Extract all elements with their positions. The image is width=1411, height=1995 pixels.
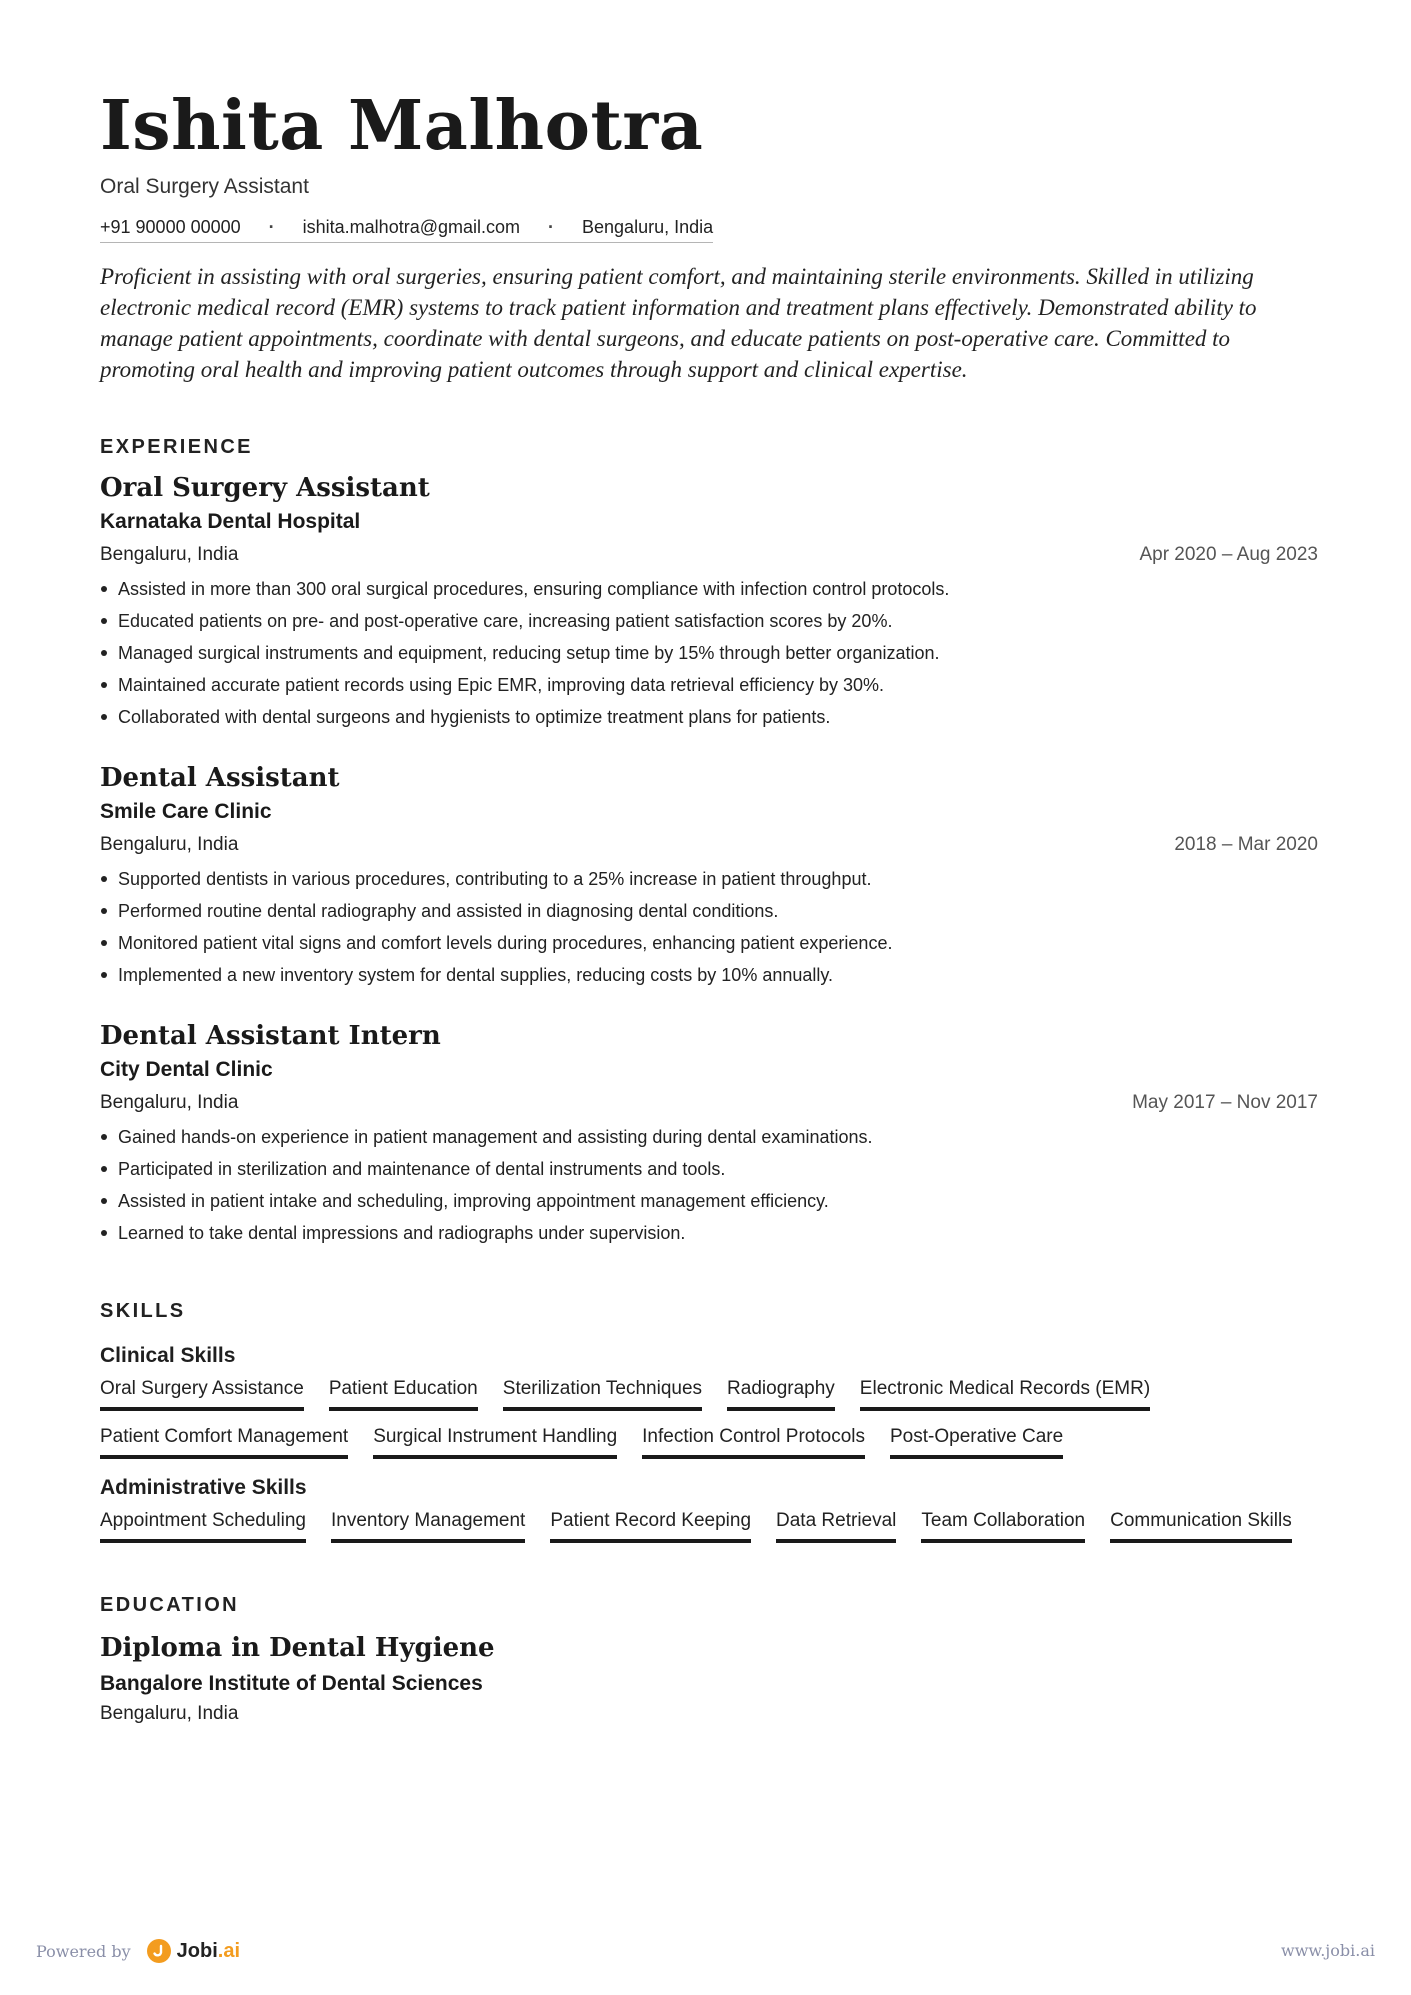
job-location: Bengaluru, India <box>100 1092 239 1113</box>
skill-tag: Inventory Management <box>331 1509 525 1543</box>
skill-tag: Infection Control Protocols <box>642 1425 865 1459</box>
job-bullet: Learned to take dental impressions and radiographs under supervision. <box>100 1217 1318 1249</box>
section-title-education: EDUCATION <box>100 1594 240 1616</box>
job-company: Smile Care Clinic <box>100 800 272 823</box>
logo-suffix: .ai <box>217 1939 241 1962</box>
job-bullet: Educated patients on pre- and post-operative care, increasing patient satisfaction scores by 20%. <box>100 605 1318 637</box>
contact-email[interactable]: ishita.malhotra@gmail.com <box>302 217 521 237</box>
skill-tag: Sterilization Techniques <box>503 1377 702 1411</box>
contact-separator: · <box>268 217 275 237</box>
skill-tag: Patient Record Keeping <box>550 1509 751 1543</box>
skill-tag: Electronic Medical Records (EMR) <box>860 1377 1150 1411</box>
skills-list <box>100 1343 1318 1543</box>
job-meta-row <box>100 543 1318 567</box>
job-company: Karnataka Dental Hospital <box>100 510 361 533</box>
candidate-headline: Oral Surgery Assistant <box>100 175 309 198</box>
contact-location: Bengaluru, India <box>582 217 714 237</box>
job-dates: 2018 – Mar 2020 <box>1174 834 1318 855</box>
section-title-experience: EXPERIENCE <box>100 436 253 458</box>
job-meta-row <box>100 833 1318 857</box>
job-location: Bengaluru, India <box>100 834 239 855</box>
job-bullets <box>100 1121 1318 1249</box>
skill-group-title: Administrative Skills <box>100 1476 307 1499</box>
job-bullet: Supported dentists in various procedures, contributing to a 25% increase in patient throughput. <box>100 863 1318 895</box>
job-company: City Dental Clinic <box>100 1058 273 1081</box>
education-location: Bengaluru, India <box>100 1703 239 1724</box>
job-entry <box>100 471 1318 733</box>
logo-main: Jobi <box>176 1939 218 1962</box>
job-title: Oral Surgery Assistant <box>100 473 430 503</box>
job-bullet: Implemented a new inventory system for dental supplies, reducing costs by 10% annually. <box>100 959 1318 991</box>
job-meta-row <box>100 1091 1318 1115</box>
skill-tag: Radiography <box>727 1377 835 1411</box>
job-bullet: Maintained accurate patient records using Epic EMR, improving data retrieval efficiency by 30%. <box>100 669 1318 701</box>
candidate-name: Ishita Malhotra <box>100 86 704 166</box>
contact-bar <box>100 217 713 243</box>
footer-url[interactable]: www.jobi.ai <box>1281 1941 1375 1960</box>
powered-by[interactable] <box>36 1939 240 1963</box>
skill-tag: Patient Education <box>329 1377 478 1411</box>
education-entry <box>100 1631 1318 1725</box>
job-bullet: Managed surgical instruments and equipment, reducing setup time by 15% through better organization. <box>100 637 1318 669</box>
job-bullet: Performed routine dental radiography and assisted in diagnosing dental conditions. <box>100 895 1318 927</box>
jobi-logo-text <box>177 1940 240 1963</box>
education-degree: Diploma in Dental Hygiene <box>100 1633 495 1663</box>
skill-tag: Surgical Instrument Handling <box>373 1425 617 1459</box>
jobi-logo-icon <box>147 1939 171 1963</box>
job-bullet: Monitored patient vital signs and comfort levels during procedures, enhancing patient experience. <box>100 927 1318 959</box>
job-title: Dental Assistant <box>100 763 340 793</box>
skill-tag: Oral Surgery Assistance <box>100 1377 304 1411</box>
education-institution: Bangalore Institute of Dental Sciences <box>100 1672 483 1695</box>
job-bullet: Participated in sterilization and maintenance of dental instruments and tools. <box>100 1153 1318 1185</box>
contact-separator: · <box>548 217 555 237</box>
powered-by-label: Powered by <box>36 1941 131 1961</box>
skill-tag: Appointment Scheduling <box>100 1509 306 1543</box>
skill-tag: Data Retrieval <box>776 1509 896 1543</box>
job-entry <box>100 1019 1318 1249</box>
job-location: Bengaluru, India <box>100 544 239 565</box>
summary-paragraph: Proficient in assisting with oral surgeries, ensuring patient comfort, and maintaining sterile environments. Skilled in utilizing electronic medical record (EMR) systems to track patient information and treatment plans effectively. Demonstrated ability to manage patient appointments, coordinate with dental surgeons, and educate patients on post-operative care. Committed to promoting oral health and improving patient outcomes through support and clinical expertise. <box>100 264 1257 382</box>
skill-tag: Team Collaboration <box>921 1509 1085 1543</box>
skill-group-title: Clinical Skills <box>100 1344 236 1367</box>
job-bullet: Collaborated with dental surgeons and hygienists to optimize treatment plans for patients. <box>100 701 1318 733</box>
job-bullet: Assisted in more than 300 oral surgical procedures, ensuring compliance with infection control protocols. <box>100 573 1318 605</box>
skill-tag: Patient Comfort Management <box>100 1425 348 1459</box>
job-title: Dental Assistant Intern <box>100 1021 441 1051</box>
section-title-skills: SKILLS <box>100 1300 186 1322</box>
resume-page <box>100 86 1318 1725</box>
job-bullet: Gained hands-on experience in patient management and assisting during dental examinations. <box>100 1121 1318 1153</box>
job-dates: May 2017 – Nov 2017 <box>1132 1092 1318 1113</box>
job-bullets <box>100 573 1318 733</box>
job-dates: Apr 2020 – Aug 2023 <box>1139 544 1318 565</box>
skill-tag: Post-Operative Care <box>890 1425 1063 1459</box>
job-bullets <box>100 863 1318 991</box>
job-bullet: Assisted in patient intake and scheduling, improving appointment management efficiency. <box>100 1185 1318 1217</box>
experience-list <box>100 471 1318 1249</box>
skill-tag: Communication Skills <box>1110 1509 1292 1543</box>
skill-tags <box>100 1509 1318 1543</box>
contact-phone[interactable]: +91 90000 00000 <box>100 217 241 237</box>
skill-tags <box>100 1377 1318 1459</box>
job-entry <box>100 761 1318 991</box>
